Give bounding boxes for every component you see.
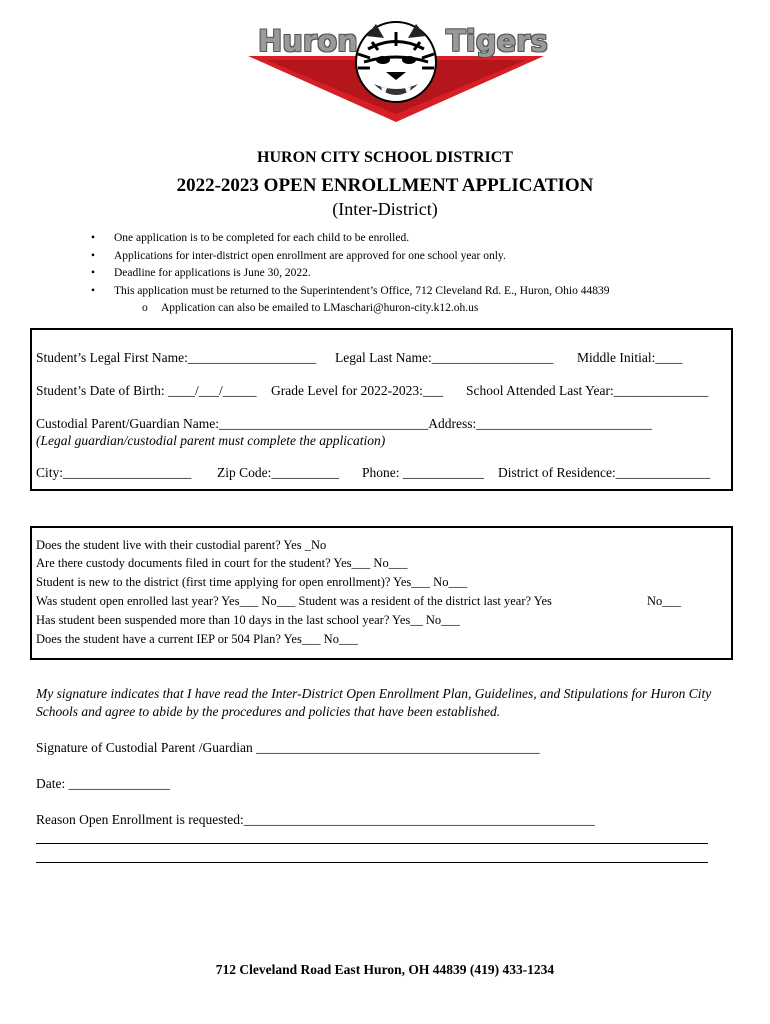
footer-address: 712 Cleveland Road East Huron, OH 44839 (419) 433-1234	[215, 962, 555, 977]
page-title: 2022-2023 OPEN ENROLLMENT APPLICATION	[176, 175, 594, 196]
school-attended-field[interactable]: School Attended Last Year:______________	[466, 383, 709, 398]
question-new-to-district[interactable]: Student is new to the district (first time applying for open enrollment)? Yes___ No___	[36, 575, 468, 589]
city-field[interactable]: City:___________________	[36, 465, 192, 480]
date-field[interactable]: Date: _______________	[36, 776, 170, 791]
question-resident-no[interactable]: No___	[647, 594, 682, 608]
date-of-birth-field[interactable]: Student’s Date of Birth: ____/___/_____	[36, 383, 257, 398]
grade-level-field[interactable]: Grade Level for 2022-2023:___	[271, 383, 444, 398]
question-suspended[interactable]: Has student been suspended more than 10 days in the last school year? Yes__ No___	[36, 613, 460, 627]
last-name-field[interactable]: Legal Last Name:__________________	[335, 350, 554, 365]
instruction-item: • This application must be returned to the Superintendent’s Office, 712 Cleveland Rd. E., Huron, Ohio 44839	[91, 284, 610, 297]
question-open-enrolled-last-year[interactable]: Was student open enrolled last year? Yes___ No___ Student was a resident of the district last year? Yes	[36, 594, 552, 608]
question-custodial-parent[interactable]: Does the student live with their custodial parent? Yes _No	[36, 538, 327, 552]
reason-field[interactable]: Reason Open Enrollment is requested:____________________________________________________	[36, 812, 595, 827]
question-custody-documents[interactable]: Are there custody documents filed in court for the student? Yes___ No___	[36, 556, 408, 570]
guardian-name-address-field[interactable]: Custodial Parent/Guardian Name:_______________________________Address:__________________________	[36, 416, 652, 431]
instruction-item: • Applications for inter-district open enrollment are approved for one school year only.	[91, 249, 506, 262]
instruction-item: • Deadline for applications is June 30, 2022.	[91, 267, 311, 279]
zip-code-field[interactable]: Zip Code:__________	[217, 465, 339, 480]
district-of-residence-field[interactable]: District of Residence:______________	[498, 465, 711, 480]
school-logo	[246, 14, 546, 124]
page-subtitle: (Inter-District)	[332, 199, 438, 219]
logo-word-left: Huron	[258, 24, 358, 58]
district-name: HURON CITY SCHOOL DISTRICT	[257, 149, 513, 166]
signature-statement: My signature indicates that I have read the Inter-District Open Enrollment Plan, Guidelines, and Stipulations for Huron City Schools and agree to abide by the procedures and policies that have been established.	[36, 686, 712, 719]
question-iep-504[interactable]: Does the student have a current IEP or 504 Plan? Yes___ No___	[36, 632, 358, 646]
logo-word-right: Tigers	[446, 24, 548, 58]
guardian-note: (Legal guardian/custodial parent must complete the application)	[36, 433, 386, 448]
reason-line-2[interactable]	[36, 843, 708, 844]
instruction-item: • One application is to be completed for each child to be enrolled.	[91, 232, 410, 244]
instructions-list	[88, 230, 609, 318]
reason-line-3[interactable]	[36, 862, 708, 863]
instruction-subitem: o Application can also be emailed to LMaschari@huron-city.k12.oh.us	[142, 302, 479, 314]
phone-field[interactable]: Phone: ____________	[362, 465, 484, 480]
middle-initial-field[interactable]: Middle Initial:____	[577, 350, 683, 365]
signature-field[interactable]: Signature of Custodial Parent /Guardian __________________________________________	[36, 740, 540, 755]
first-name-field[interactable]: Student’s Legal First Name:___________________	[36, 350, 317, 365]
